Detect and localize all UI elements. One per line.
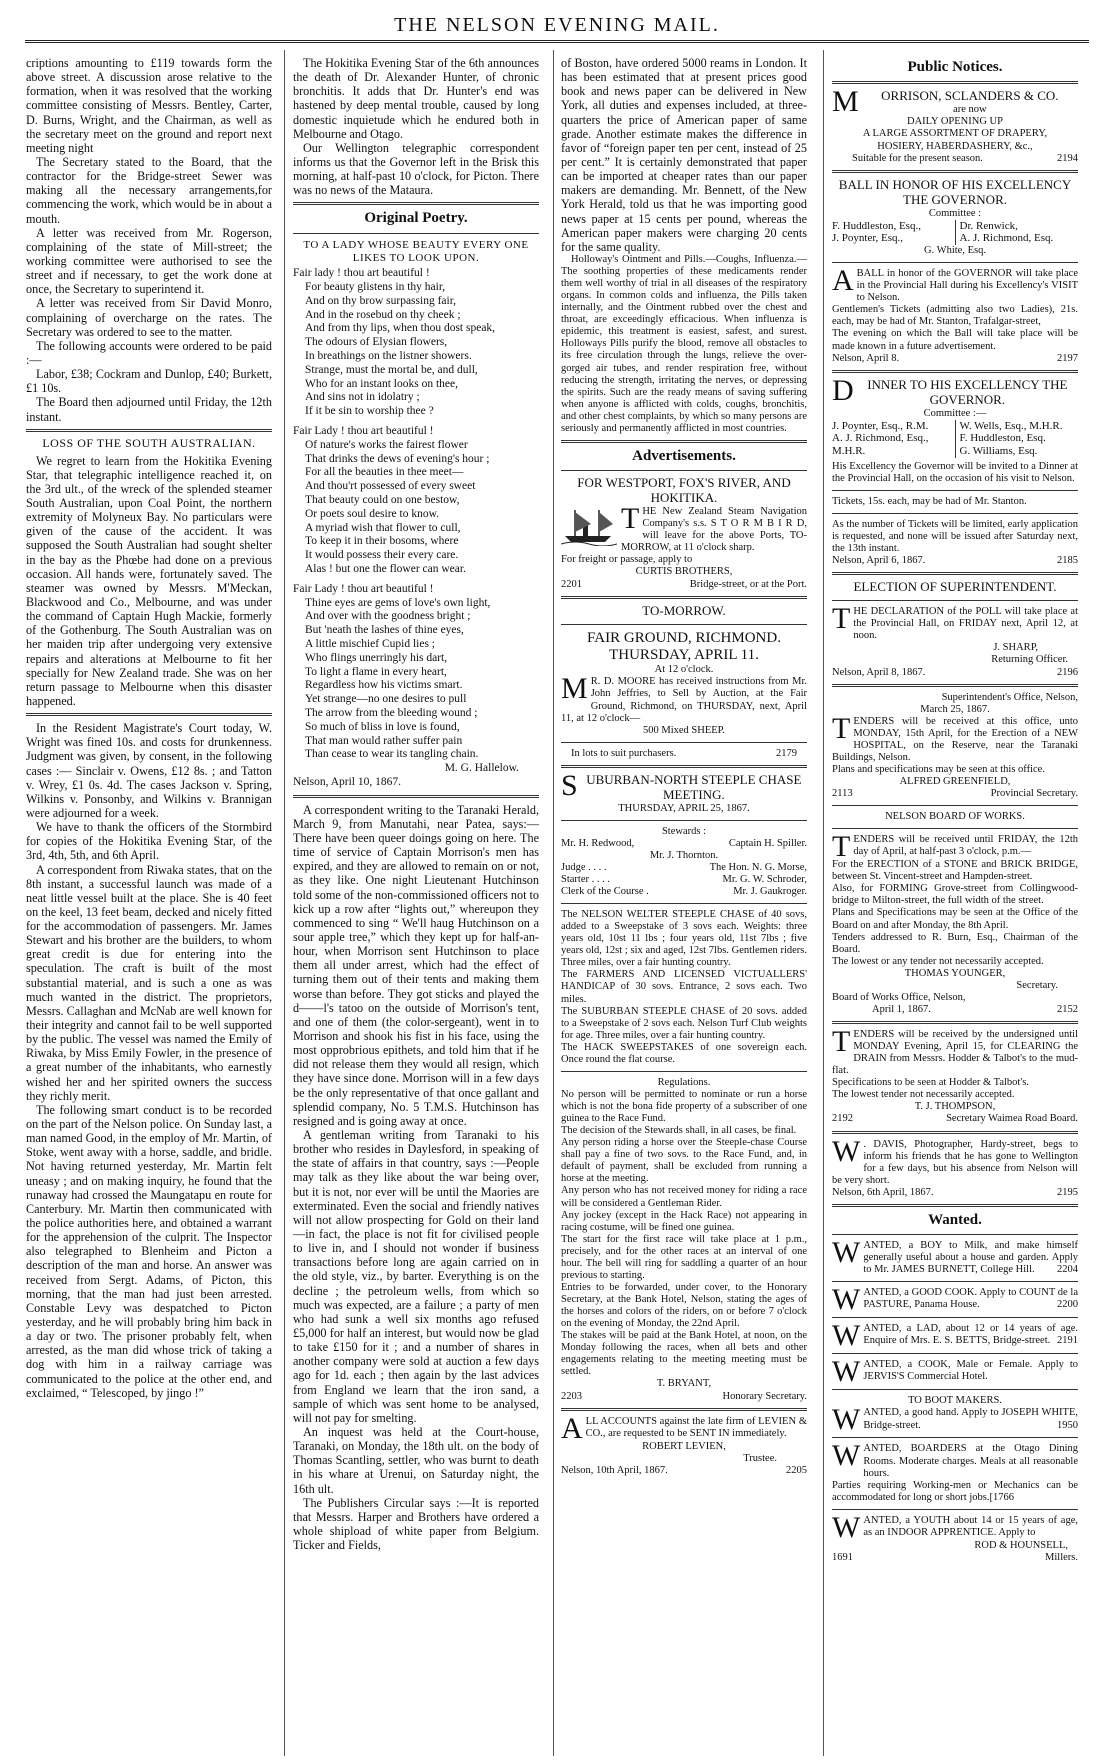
- drop-cap: D: [832, 373, 854, 407]
- ad-heading: UBURBAN-NORTH STEEPLE CHASE MEETING.: [586, 771, 802, 802]
- ad-number: 2205: [786, 1464, 807, 1476]
- ad-text: THURSDAY, APRIL 25, 1867.: [618, 802, 750, 814]
- ad-text: ENDERS will be received at this office, unto MONDAY, 15th April, for the Erection of a NEW HOSPITAL, on the Reserve, near the Taranaki Buildings, Nelson.: [832, 715, 1078, 763]
- ad-text: HOSIERY, HABERDASHERY, &c.,: [877, 140, 1033, 152]
- section-rule: [561, 470, 807, 471]
- poem-line: The arrow from the bleeding wound ;: [305, 707, 478, 719]
- section-rule: [832, 1389, 1078, 1390]
- drain-tender-advertisement: [832, 1025, 1078, 1126]
- ad-heading: FOR WESTPORT, FOX'S RIVER, AND HOKITIKA.: [577, 475, 791, 506]
- poem-stanza: [293, 583, 539, 762]
- ad-number: 2191: [1057, 1335, 1078, 1347]
- ad-text: A LARGE ASSORTMENT OF DRAPERY,: [862, 128, 1048, 140]
- advertisements-section-title: Advertisements.: [632, 447, 736, 464]
- poem-line: But 'neath the lashes of thine eyes,: [305, 624, 464, 637]
- ad-rule: [561, 1071, 807, 1072]
- poem-line: And thou'rt possessed of every sweet: [305, 480, 476, 493]
- election-advertisement: [832, 580, 1078, 678]
- ad-text: Tenders addressed to R. Burn, Esq., Chairman of the Board.: [832, 931, 1078, 955]
- ad-text: Gentlemen's Tickets (admitting also two Ladies), 21s. each, may be had of Mr. Stanton, Trafalgar-street,: [832, 304, 1078, 328]
- newspaper-title: THE NELSON EVENING MAIL.: [394, 14, 720, 36]
- ad-rule: [832, 490, 1078, 491]
- column-divider: [823, 50, 824, 1756]
- column-divider: [284, 50, 285, 1756]
- drop-cap: W: [832, 1236, 861, 1270]
- poem-line: That man would rather suffer pain: [305, 734, 463, 747]
- section-rule: [293, 233, 539, 234]
- ad-number: 2200: [1057, 1299, 1078, 1311]
- section-rule: [832, 1437, 1078, 1438]
- ad-date: March 25, 1867.: [920, 703, 990, 715]
- section-rule: [561, 1408, 807, 1411]
- ad-text: HE DECLARATION of the POLL will take place at the Provincial Hall, on FRIDAY next, April 12, at noon.: [853, 606, 1078, 642]
- drop-cap: T: [832, 830, 851, 864]
- poem-line: Who flings unerringly his dart,: [305, 651, 448, 664]
- article-text: The Secretary stated to the Board, that the contractor for the Bridge-street Sewer was making all the necessary arrangements,for commencing the work, which would be in about a mouth.: [26, 154, 272, 226]
- poem-line: To light a flame in every heart,: [305, 665, 447, 678]
- ad-text: The lowest tender not necessarily accepted.: [832, 1089, 1015, 1101]
- ad-date: April 1, 1867.: [872, 1003, 931, 1015]
- wanted-ad: [832, 1236, 1078, 1276]
- regulation: The start for the first race will take place at 1 p.m., precisely, and for the other races at an interval of one hour. The bell will ring for saddling a quarter of an hour previous to starting.: [561, 1233, 807, 1281]
- drop-cap: T: [832, 1025, 851, 1059]
- ad-role: Returning Officer.: [991, 654, 1068, 666]
- ad-role: Secretary.: [1016, 979, 1058, 991]
- ad-date: Nelson, 6th April, 1867.: [832, 1186, 934, 1198]
- race-entry: The NELSON WELTER STEEPLE CHASE of 40 sovs, added to a Sweepstake of 3 sovs each. Weights: three years old, 10st 11 lbs ; four years old, 11st 7lbs ; five years old, 12st ; six and aged, 12st 7lbs. Gentlemen riders. Three miles, over a fair hunting country.: [561, 909, 807, 969]
- poetry-section-title: Original Poetry.: [364, 210, 468, 227]
- ad-number: 2197: [1057, 352, 1078, 364]
- article-text: A letter was received from Mr. Rogerson, complaining of the state of Mill-street; the working committee were authorised to see the street and if necessary, to get the work done at once, the Secretary to superintend it.: [26, 225, 272, 297]
- poem-line: That drinks the dews of evening's hour ;: [305, 452, 490, 465]
- section-rule: [832, 81, 1078, 84]
- shipping-advertisement: [561, 476, 807, 590]
- regulation: The decision of the Stewards shall, in all cases, be final.: [561, 1125, 797, 1137]
- poem-line: The odours of Elysian flowers,: [305, 336, 448, 349]
- poem-line: Who for an instant looks on thee,: [305, 377, 458, 390]
- ad-text: ENDERS will be received by the undersigned until MONDAY Evening, April 15, for CLEARING the DRAIN from Messrs. Hodder & Talbot's to the mud-flat.: [832, 1029, 1078, 1077]
- ad-text: are now: [953, 104, 987, 116]
- steward-name: Mr. J. Thornton.: [649, 849, 719, 861]
- article-text: A letter was received from Sir David Monro, complaining of overcharge on the rates. The Secretary was ordered to see to the matter.: [26, 296, 272, 339]
- poem-line: Regardless how his victims smart.: [305, 679, 463, 692]
- race-entry: The SUBURBAN STEEPLE CHASE of 20 sovs. added to a Sweepstake of 2 sovs each. Nelson Turf Club weights for age. Three miles, over a fair hunting country.: [561, 1005, 807, 1041]
- drop-cap: W: [832, 1134, 861, 1168]
- column-divider: [553, 50, 554, 1756]
- article-text: We have to thank the officers of the Stormbird for copies of the Hokitika Evening Star, of the 3rd, 4th, 5th, and 6th April.: [26, 820, 272, 863]
- drop-cap: W: [832, 1283, 861, 1317]
- morrison-sclanders-advertisement: [832, 85, 1078, 164]
- committee-member: F. Huddleston, Esq.,: [832, 219, 921, 232]
- ad-number: 2201: [561, 578, 582, 590]
- ad-rule: [561, 624, 807, 625]
- poem-line: So much of bliss in love is found,: [305, 720, 460, 733]
- poem-line: To keep it in their bosoms, where: [305, 535, 459, 548]
- article-text: The Publishers Circular says :—It is reported that Messrs. Harper and Brothers have ordered a whole shipload of white paper from Belgium. Ticker and Fields,: [293, 1495, 539, 1553]
- steamship-icon: [561, 506, 617, 546]
- hospital-tender-advertisement: [832, 692, 1078, 801]
- wanted-ad: [832, 1439, 1078, 1503]
- ad-text: Also, for FORMING Grove-street from Collingwood-bridge to Milton-street, the full width of the street.: [832, 883, 1078, 907]
- ad-text: . DAVIS, Photographer, Hardy-street, begs to inform his friends that he has gone to Wellington for a few days, but his absence from Nelson will be very short.: [832, 1138, 1078, 1186]
- ad-heading: TO BOOT MAKERS.: [908, 1395, 1002, 1407]
- poem-line: That beauty could on one bestow,: [305, 494, 460, 507]
- ad-text: For freight or passage, apply to: [561, 554, 693, 566]
- levien-advertisement: [561, 1411, 807, 1477]
- steward-name: Captain H. Spiller.: [728, 837, 807, 849]
- ad-rule: [832, 262, 1078, 263]
- ad-text: The lowest or any tender not necessarily accepted.: [832, 955, 1044, 967]
- article-text: The following smart conduct is to be recorded on the part of the Nelson police. On Sunday last, a man named Good, in the employ of Mr. Martin, of Stoke, went away with a horse, saddle, and bridle. Not having returned yesterday, Mr. Martin felt uneasy ; and on making inquiry, he found that the runaway had crossed the Maungatapu en route for Canterbury. Mr. Martin then communicated with the police authorities here, and obtained a warrant for the apprehension of the culprit. The Inspector also telegraphed to Blenheim and Picton a description of the man and horse. An answer was received from Sergt. Adams, of Picton, this morning, that the man had just been arrested. Constable Levy was despatched to Picton yesterday, and he will probably bring him back in a day or two. The prisoner probably felt, when arrested, as the man did whose trick of taking a dog with him in a railway carriage was communicated to the police at the other end, and exclaimed, “ Telescoped, by jingo !”: [26, 1102, 272, 1400]
- committee-member: G. Williams, Esq.: [959, 445, 1038, 458]
- ad-text: Superintendent's Office, Nelson,: [941, 691, 1078, 703]
- ad-number: 2113: [832, 788, 853, 800]
- ad-text: In lots to suit purchasers.: [571, 747, 677, 759]
- ad-role: Millers.: [1045, 1551, 1078, 1563]
- regulation: Any person who has not received money for riding a race will be considered a Gentleman Rider.: [561, 1185, 807, 1209]
- committee-member: W. Wells, Esq., M.H.R.: [959, 419, 1063, 432]
- official-role: Starter . . . .: [561, 873, 610, 885]
- ad-text: DAILY OPENING UP: [907, 116, 1003, 128]
- ad-heading: TO-MORROW.: [642, 602, 726, 618]
- ad-text: Parties requiring Working-men or Mechanics can be accommodated for long or short jobs.: [832, 1479, 1078, 1503]
- ad-number: 2203: [561, 1390, 582, 1402]
- ad-text: Plans and Specifications may be seen at the Office of the Board on and after Monday, the 8th April.: [832, 907, 1078, 931]
- poem-line: If it be sin to worship thee ?: [305, 405, 434, 418]
- ad-signature: THOMAS YOUNGER,: [904, 967, 1006, 979]
- section-rule: [832, 1204, 1078, 1207]
- official-name: Mr. J. Gaukroger.: [733, 886, 807, 898]
- section-rule: [26, 713, 272, 716]
- section-rule: [832, 1131, 1078, 1134]
- poem-line: And in the rosebud on thy cheek ;: [305, 308, 461, 321]
- ad-text: Tickets, 15s. each, may be had of Mr. Stanton.: [832, 495, 1027, 507]
- ad-heading: NELSON BOARD OF WORKS.: [885, 811, 1025, 823]
- ad-text: 500 Mixed SHEEP.: [643, 724, 725, 736]
- ad-text: LL ACCOUNTS against the late firm of LEVIEN & CO., are requested to be SENT IN immediately.: [585, 1415, 807, 1439]
- article-text: A correspondent from Riwaka states, that on the 8th instant, a successful launch was made of a neat little vessel built at the place. She is 40 feet on the keel, 13 feet beam, decked and nicely fitted for the accommodation of passengers. Mr. James Stewart and his brother are the builders, to whom great credit is due for entering into the speculation. The craft is built of the most substantial material, and is such a one as was much wanted in the district. The proprietors, Messrs. Callaghan and McNab are well known for their integrity and cannot fail to be well supported by the public. The vessel was named the Emily of Riwaka, by Miss Emily Fowler, in the presence of a great number of the inhabitants, who earnestly wished her and her spirited owners the success they richly merit.: [26, 862, 272, 1103]
- committee-member: J. Poynter, Esq., R.M.: [832, 419, 929, 432]
- column-2: [293, 56, 539, 1756]
- ad-text: R. D. MOORE has received instructions from Mr. John Jeffries, to Sell by Auction, at the Fair Ground, Richmond, on THURSDAY, next, April 11, at 12 o'clock—: [561, 676, 807, 724]
- ad-text: His Excellency the Governor will be invited to a Dinner at the Provincial Hall, on the occasion of his visit to Nelson.: [832, 460, 1078, 484]
- poem-line: Or poets soul desire to know.: [305, 507, 440, 520]
- drop-cap: W: [832, 1355, 861, 1389]
- drop-cap: W: [832, 1510, 861, 1544]
- race-entry: The FARMERS AND LICENSED VICTUALLERS' HANDICAP of 30 sovs. Entrance, 2 sovs each. Two miles.: [561, 969, 807, 1005]
- column-1: [26, 56, 272, 1756]
- steward-name: Mr. H. Redwood,: [561, 837, 635, 849]
- poem-line: Thine eyes are gems of love's own light,: [305, 596, 491, 609]
- drop-cap: W: [832, 1439, 861, 1473]
- ad-text: BALL in honor of the GOVERNOR will take place in the Provincial Hall during his Excellency's VISIT to Nelson.: [856, 268, 1078, 304]
- masthead-rule: [25, 40, 1089, 43]
- poem-line: Alas ! but one the flower can wear.: [305, 563, 466, 576]
- drop-cap: M: [832, 85, 859, 119]
- article-text: A correspondent writing to the Taranaki Herald, March 9, from Manutahi, near Patea, says:—There have been queer doings going on here. The time of service of Captain Morrison's men has expired, and they are allowed to remain on or not, as they like. One night Lieutenant Hutchinson told some of the non-commissioned officers not to kick up a row after “lights out,” whereupon they commenced to sing “ We'll haug Hutchinson on a sour apple tree,” which they kept up for half-an-hour, when Morrison sent Hutchinson to place them all under arrest, which had the effect of turning them out of their tents and making them worse than before. They got sticks and played the d——l's tatoo on the outside of Morrison's tent, and one of them (the color-sergeant), went in to Morrison and shook his fist in his face, using the most opprobrious epithets, and told him that if he did not release them they would all resign, which they have since done. Morrison will in a few days be the only representative of that once gallant and splendid company, No. 5 T.M.S. Hutchinson has resigned and is going away at once.: [293, 802, 539, 1128]
- poem-stanza: [293, 267, 539, 419]
- section-rule: [561, 765, 807, 768]
- article-text: criptions amounting to £119 towards form the above street. A discussion arose relative to the formation, when it was resolved that the working committee consisting of Messrs. Bentley, Carter, D. Burns, Wright, and the Chairman, as well as the secretary meet on the ground and report next meeting night: [26, 56, 272, 155]
- poem-title: TO A LADY WHOSE BEAUTY EVERY ONE LIKES TO LOOK UPON.: [303, 238, 529, 264]
- article-text: In the Resident Magistrate's Court today, W. Wright was fined 10s. and costs for drunkenness. Judgment was given, by consent, in the following cases :— Sinclair v. Owens, £12 8s. ; and Tatton v. Wrey, £1 0s. 4d. The cases Jackson v. Spring, Wilkins v. Ponsonby, and Wilkins v. Brannigan were adjourned for a week.: [26, 721, 272, 820]
- official-name: Mr. G. W. Schroder,: [722, 873, 807, 885]
- poem-line: A myriad wish that flower to cull,: [305, 521, 461, 534]
- ad-number: 2196: [1057, 666, 1078, 678]
- ad-number: 2194: [1057, 152, 1078, 164]
- regulation: The stakes will be paid at the Bank Hotel, at noon, on the Monday following the races, when all bets and other engagements relating to the meeting meeting must be settled.: [561, 1330, 807, 1378]
- regulation: Any jockey (except in the Hack Race) not appearing in racing costume, will be fined one guinea.: [561, 1209, 807, 1233]
- ad-text: Specifications to be seen at Hodder & Talbot's.: [832, 1077, 1029, 1089]
- poem-line: In breathings on the listner showers.: [305, 350, 472, 363]
- poem-date: Nelson, April 10, 1867.: [293, 775, 401, 788]
- section-rule: [832, 1021, 1078, 1024]
- article-text: The Hokitika Evening Star of the 6th announces the death of Dr. Alexander Hunter, of chronic bronchitis. It adds that Dr. Hunter's end was hastened by deep mental trouble, caused by long domestic inquietude which he endured both in Melbourne and Otago.: [293, 56, 539, 141]
- dinner-advertisement: [832, 373, 1078, 568]
- section-rule: [832, 805, 1078, 806]
- drop-cap: S: [561, 768, 578, 802]
- committee-member: Dr. Renwick,: [959, 219, 1018, 232]
- drop-cap: T: [832, 602, 851, 636]
- ad-text: ANTED, a good hand. Apply to JOSEPH WHITE, Bridge-street.: [863, 1407, 1078, 1431]
- section-rule: [832, 170, 1078, 173]
- poem-line: And on thy brow surpassing fair,: [305, 294, 456, 307]
- ad-text: At 12 o'clock.: [654, 664, 714, 676]
- ad-text: For the ERECTION of a STONE and BRICK BRIDGE, between St. Vincent-street and Hampden-street.: [832, 859, 1078, 883]
- ad-number: 2185: [1057, 555, 1078, 567]
- ad-text: ANTED, BOARDERS at the Otago Dining Rooms. Moderate charges. Meals at all reasonable hours.: [863, 1443, 1078, 1479]
- ad-heading: INNER TO HIS EXCELLENCY THE GOVERNOR.: [867, 376, 1068, 407]
- committee-member: M.H.R.: [832, 445, 866, 458]
- wanted-ad: [832, 1395, 1078, 1437]
- section-rule: [26, 429, 272, 432]
- ad-number: 2152: [1057, 1003, 1078, 1015]
- ad-text: [832, 1480, 1078, 1504]
- ad-rule: [832, 600, 1078, 601]
- ad-date: Nelson, April 8.: [832, 352, 900, 364]
- section-rule: [561, 596, 807, 599]
- poem-line: Yet strange—no one desires to pull: [305, 693, 467, 706]
- ad-text: The evening on which the Ball will take place will be made known in a future advertisement.: [832, 328, 1078, 352]
- ad-heading: THURSDAY, APRIL 11.: [609, 646, 759, 663]
- article-text: Our Wellington telegraphic correspondent informs us that the Governor left in the Brisk this morning, at half-past 10 o'clock, for Picton. There was no news of the Mataura.: [293, 140, 539, 198]
- article-text: An inquest was held at the Court-house, Taranaki, on Monday, the 18th ult. on the body of Thomas Scantling, settler, who was burnt to death in his whare at Urenui, on Saturday night, the 16th ult.: [293, 1424, 539, 1496]
- poem-line: Than cease to wear its tangling chain.: [305, 748, 479, 761]
- wanted-ad: [832, 1510, 1078, 1564]
- poem-line: Fair Lady ! thou art beautiful !: [293, 425, 434, 438]
- section-rule: [561, 440, 807, 443]
- committee-member: J. Poynter, Esq.,: [832, 232, 904, 245]
- ad-number: 2179: [776, 747, 797, 759]
- ad-number: 2195: [1057, 1186, 1078, 1198]
- drop-cap: T: [621, 502, 640, 536]
- ad-role: Secretary Waimea Road Board.: [946, 1113, 1078, 1125]
- ad-signature: ALFRED GREENFIELD,: [899, 776, 1011, 788]
- poem-line: For all the beauties in thee meet—: [305, 466, 464, 479]
- poem-line: Strange, must the mortal be, and dull,: [305, 363, 478, 376]
- poem-line: And from thy lips, when thou dost speak,: [305, 322, 496, 335]
- wanted-ad: [832, 1355, 1078, 1389]
- steeple-chase-advertisement: [561, 768, 807, 1403]
- drop-cap: W: [832, 1403, 861, 1437]
- ad-number: [1766: [989, 1491, 1014, 1503]
- wanted-ad: [832, 1283, 1078, 1317]
- section-rule: [832, 370, 1078, 373]
- ad-text: Plans and specifications may be seen at this office.: [832, 763, 1045, 775]
- section-rule: [832, 684, 1078, 687]
- ad-text: Suitable for the present season.: [852, 152, 983, 164]
- committee-member: F. Huddleston, Esq.: [959, 432, 1046, 445]
- ad-rule: [561, 742, 807, 743]
- ad-role: Trustee.: [743, 1452, 777, 1464]
- article-heading: LOSS OF THE SOUTH AUSTRALIAN.: [42, 435, 256, 450]
- ad-role: Honorary Secretary.: [722, 1390, 807, 1402]
- ad-subheading: Committee :—: [923, 407, 987, 419]
- regulation: Any person riding a horse over the Steeple-chase Course shall pay a fine of two sovs. to the Race Fund, and, in default of payment, shall be excluded from running a horse at the meeting.: [561, 1137, 807, 1185]
- section-rule: [293, 795, 539, 798]
- ad-text: ANTED, a LAD, about 12 or 14 years of age. Enquire of Mrs. E. S. BETTS, Bridge-street.: [863, 1323, 1078, 1347]
- poem: [293, 267, 539, 762]
- race-entry: The HACK SWEEPSTAKES of one sovereign each. Once round the flat course.: [561, 1041, 807, 1065]
- davis-photographer-advertisement: [832, 1134, 1078, 1199]
- ad-role: Provincial Secretary.: [990, 788, 1078, 800]
- ad-address: Bridge-street, or at the Port.: [689, 578, 807, 590]
- section-rule: [832, 572, 1078, 575]
- column-4: [832, 56, 1078, 1756]
- ad-number: 2204: [1057, 1264, 1078, 1276]
- poem-signature: M. G. Hallelow.: [444, 762, 519, 775]
- poem-line: It would possess their every care.: [305, 549, 459, 562]
- article-text: Holloway's Ointment and Pills.—Coughs, Influenza.—The soothing properties of these medicaments render them well worthy of trial in all diseases of the respiratory organs. In common colds and influenza, the Pills taken internally, and the Ointment rubbed over the chest and throat, are exceedingly efficacious. When influenza is epidemic, this treatment is easiest, safest, and surest. Holloways Pills purify the blood, remove all obstacles to its free circulation through the lungs, relieve the over-gorged air tubes, and render respiration free, without reducing the strength, irritating the nerves, or depressing the spirits. Such are the ready means of saving suffering when anyone is afflicted with colds, coughs, bronchitis, and other chest complaints, by which so many persons are seriously and permanently afflicted in most countries.: [561, 253, 807, 434]
- article-text: A gentleman writing from Taranaki to his brother who resides in Daylesford, in speaking of the state of affairs in that country, says :—People may talk as they like about the war being over, but it is not, nor ever will be until the Maories are exterminated. Even the social and friendly natives will not allow prospecting for Gold on their land—in fact, the place is not fit for civilised people to live in, and I should not wonder if business transactions before long are again carried on in the old style, viz., by barter. Everything is on the decline ; the petroleum wells, from which so much was expected, are a failure ; a party of men who had sunk a well six months ago refused £5,000 for half an interest, but would now be glad to take £150 for it ; and a number of shares in another company were sold at auction a few days ago for 1d. each ; then again by the last advices from England we learn that the iron sand, a sample of which was sent home to be analysed, will not pay for smelting.: [293, 1128, 539, 1425]
- section-rule: [832, 1509, 1078, 1510]
- poem-line: Fair lady ! thou art beautiful !: [293, 267, 430, 280]
- drop-cap: A: [832, 264, 854, 298]
- ad-signature: J. SHARP,: [993, 642, 1038, 654]
- ad-text: ANTED, a COOK, Male or Female. Apply to JERVIS'S Commercial Hotel.: [863, 1359, 1078, 1383]
- regulation: Entries to be forwarded, under cover, to the Honorary Secretary, at the Bank Hotel, Nelson, stating the ages of the horses and colors of the riders, on or before 7 o'clock on the evening of Monday, the 22nd April.: [561, 1281, 807, 1330]
- section-rule: [832, 1281, 1078, 1282]
- article-text: of Boston, have ordered 5000 reams in London. It has been estimated that at present prices good book and news paper can be delivered in New York, all duties and expenses included, at three-quarters the price of American paper of same grade. Another estimate makes the difference in favor of “foreign paper ten per cent, instead of 25 per cent.” It is certainly demonstrated that paper can be imported at cheaper rates than our paper makers are demanding. Mr. Bennett, of the New York Herald, told us that he was importing good news paper at 15 cents per pound, whereas the American paper makers were charging 20 cents for the same quality.: [561, 56, 807, 254]
- ad-date: Nelson, April 8, 1867.: [832, 666, 926, 678]
- poem-line: And over with the goodness bright ;: [305, 610, 471, 623]
- article-text: Labor, £38; Cockram and Dunlop, £40; Burkett, £1 10s.: [26, 367, 272, 396]
- section-rule: [832, 1317, 1078, 1318]
- ad-advertiser: CURTIS BROTHERS,: [635, 566, 733, 578]
- committee-member: G. White, Esq.: [924, 245, 986, 257]
- section-rule: [832, 1353, 1078, 1354]
- ad-text: Board of Works Office, Nelson,: [832, 991, 966, 1003]
- ad-number: 2192: [832, 1113, 853, 1125]
- official-role: Judge . . . .: [561, 861, 607, 873]
- ad-heading: FAIR GROUND, RICHMOND.: [587, 629, 781, 646]
- section-rule: [832, 1234, 1078, 1235]
- ad-text: ANTED, a GOOD COOK. Apply to COUNT de la PASTURE, Panama House.: [863, 1287, 1078, 1311]
- ad-rule: [832, 513, 1078, 514]
- ad-signature: T. J. THOMPSON,: [914, 1101, 996, 1113]
- ad-date: Nelson, 10th April, 1867.: [561, 1464, 668, 1476]
- committee-member: A. J. Richmond, Esq.,: [832, 432, 929, 445]
- ad-subheading: Committee :: [928, 207, 982, 219]
- wanted-section-title: Wanted.: [928, 1211, 982, 1228]
- article-text: The following accounts were ordered to be paid :—: [26, 338, 272, 367]
- poem-stanza: [293, 425, 539, 577]
- section-rule: [293, 202, 539, 205]
- ad-rule: [832, 828, 1078, 829]
- regulation: No person will be permitted to nominate or run a horse which is not the bona fide property of a subscriber of one guinea to the Race Fund.: [561, 1088, 807, 1125]
- drop-cap: T: [832, 711, 851, 745]
- ad-rule: [561, 903, 807, 904]
- ad-text: ENDERS will be received until FRIDAY, the 12th day of April, at half-past 3 o'clock, p.m.—: [853, 834, 1078, 858]
- ball-advertisement: [832, 178, 1078, 365]
- ad-date: Nelson, April 6, 1867.: [832, 555, 926, 567]
- poem-line: Of nature's works the fairest flower: [305, 438, 468, 451]
- drop-cap: A: [561, 1411, 583, 1445]
- poem-line: For beauty glistens in thy hair,: [305, 281, 446, 294]
- ad-rule: [561, 820, 807, 821]
- ad-signature: ROD & HOUNSELL,: [974, 1539, 1068, 1551]
- ad-signature: ROBERT LEVIEN,: [642, 1440, 726, 1452]
- auction-advertisement: [561, 604, 807, 760]
- wanted-ad: [832, 1319, 1078, 1353]
- poem-line: Fair Lady ! thou art beautiful !: [293, 582, 434, 595]
- ad-subheading: Regulations.: [657, 1076, 711, 1088]
- ad-signature: T. BRYANT,: [656, 1378, 712, 1390]
- ad-heading: BALL IN HONOR OF HIS EXCELLENCY THE GOVERNOR.: [838, 176, 1072, 207]
- drop-cap: M: [561, 672, 588, 706]
- article-text: The Board then adjourned until Friday, the 12th instant.: [26, 395, 272, 424]
- ad-text: HE New Zealand Steam Navigation Company's s.s. S T O R M B I R D, will leave for the above Ports, TO-MORROW, at 11 o'clock sharp.: [621, 506, 807, 554]
- drop-cap: W: [832, 1319, 861, 1353]
- official-name: The Hon. N. G. Morse,: [709, 861, 807, 873]
- column-3: [561, 56, 807, 1756]
- masthead: [0, 0, 1114, 44]
- official-role: Clerk of the Course .: [561, 886, 649, 898]
- ad-heading: ORRISON, SCLANDERS & CO.: [881, 88, 1059, 104]
- ad-number: 1950: [1057, 1419, 1078, 1431]
- ad-number: 1691: [832, 1551, 853, 1563]
- public-notices-title: Public Notices.: [907, 59, 1003, 75]
- ad-text: ANTED, a BOY to Milk, and make himself generally useful about a house and garden. Apply to Mr. JAMES BURNETT, College Hill.: [863, 1240, 1078, 1276]
- ad-text: As the number of Tickets will be limited, early application is requested, and none will be issued after Saturday next, the 13th instant.: [832, 519, 1078, 555]
- board-of-works-advertisement: [832, 811, 1078, 1016]
- ad-heading: ELECTION OF SUPERINTENDENT.: [853, 579, 1057, 595]
- ad-text: ANTED, a YOUTH about 14 or 15 years of age, as an INDOOR APPRENTICE. Apply to: [863, 1514, 1078, 1538]
- poem-line: A little mischief Cupid lies ;: [305, 638, 436, 651]
- article-text: We regret to learn from the Hokitika Evening Star, that telegraphic intelligence reached it, on the 3rd ult., of the wreck of the splended steamer South Australian, upon Coal Point, the northern extremity of Molyneux Bay. No particulars were given of the cause of the accident. It was supposed the South Australian had sought shelter in the bay as the Phœbe had done on a previous occasion. All hands were, fortunately saved. The steamer was owned by Messrs. M'Meckan, Blackwood and Co., Melbourne, and was under the command of Captain Hugh Mackie, formerly of the Gothenburg. The South Australian was on her maiden trip after undergoing very extensive repairs and alterations at Melbourne to fit her specially for New Zealand trade. She was on her return passage to Melbourne when this disaster happened.: [26, 453, 272, 708]
- ad-subheading: Stewards :: [661, 825, 707, 837]
- committee-member: A. J. Richmond, Esq.: [959, 232, 1054, 245]
- poem-line: And sins not in idolatry ;: [305, 391, 420, 404]
